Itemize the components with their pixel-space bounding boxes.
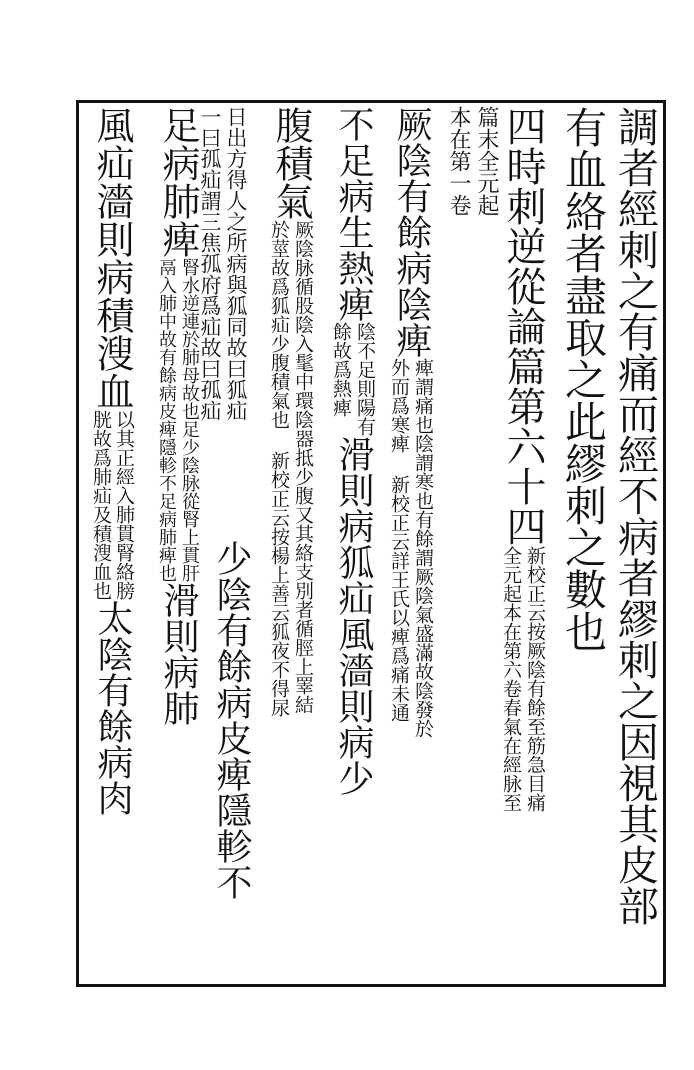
text-column-7 (268, 106, 314, 717)
annotation (268, 220, 314, 717)
text-column-8-main (210, 540, 252, 900)
main-text: 滑則病肺 (158, 582, 199, 726)
main-text: 厥陰有餘病陰痺 (391, 106, 432, 358)
annotation-line: 鬲入肺中故有餘病皮痺隱軫不足病肺痺也 (156, 258, 177, 582)
annotation (330, 322, 376, 436)
annotation-line: 餘故爲熱痺 (330, 322, 352, 417)
text-column-10 (90, 106, 134, 816)
annotation-line: 本在第一卷 (446, 106, 471, 216)
frame-bottom-rule (78, 984, 666, 987)
column-text: 有血絡者盡取之此繆刺之數也 (559, 106, 608, 652)
main-text: 足病肺痺 (156, 106, 200, 258)
text-column-4 (445, 106, 499, 216)
main-text: 腹積氣 (269, 106, 313, 220)
annotation-line: 以其正經入肺貫腎絡膀 (113, 410, 135, 600)
annotation-line: 於莖故爲狐疝少腹積氣也 新校正云按楊上善云狐夜不得尿 (268, 220, 290, 717)
annotation-line: 外而爲寒痺 新校正云詳王氏以痺爲痛未通 (388, 358, 410, 722)
annotation (156, 258, 200, 582)
main-text: 不足病生熱痺 (333, 106, 374, 322)
frame-right-rule (663, 100, 666, 987)
main-text: 滑則病狐疝風濇則病少 (333, 436, 374, 796)
text-column-6 (330, 106, 376, 796)
annotation-line: 陰不足則陽有 (354, 322, 376, 436)
main-text: 太陰有餘病肉 (92, 600, 133, 816)
text-column-9 (155, 106, 201, 726)
annotation-line: 胱故爲肺疝及積溲血也 (90, 410, 112, 600)
annotation-line: 全元起本在第六卷春氣在經脉至 (500, 546, 522, 812)
annotation-line: 新校正云按厥陰有餘至筋急目痛 (524, 546, 546, 812)
annotation (388, 358, 434, 738)
text-column-8 (198, 106, 248, 421)
annotation (198, 106, 248, 421)
main-text: 風疝濇則病積溲血 (90, 106, 134, 410)
annotation (500, 546, 546, 812)
frame-left-rule (76, 100, 79, 987)
text-column-1 (612, 106, 658, 926)
annotation (445, 106, 499, 216)
frame-top-rule (78, 100, 666, 103)
text-column-3 (500, 106, 546, 812)
annotation-line: 一曰孤疝謂三焦孤府爲疝故曰孤疝 (198, 106, 222, 421)
text-column-2 (560, 106, 606, 652)
annotation-line: 厥陰脉循股陰入髦中環陰器抵少腹又其絡支別者循脛上睪結 (292, 220, 314, 714)
chapter-heading: 四時刺逆從論篇第六十四 (500, 106, 546, 546)
annotation-line: 篇末全元起 (474, 106, 499, 216)
annotation (90, 410, 134, 600)
annotation-line: 腎水逆連於肺母故也足少陰脉從腎上貫肝 (179, 258, 200, 582)
main-text: 少陰有餘病皮痺隱軫不 (211, 540, 252, 900)
annotation-line: 日出方得人之所病與狐同故曰狐疝 (224, 106, 248, 421)
annotation-line: 痺謂痛也陰謂寒也有餘謂厥陰氣盛滿故陰發於 (412, 358, 434, 738)
text-column-5 (388, 106, 434, 738)
column-text: 調者經刺之有痛而經不病者繆刺之因視其皮部 (611, 106, 659, 926)
